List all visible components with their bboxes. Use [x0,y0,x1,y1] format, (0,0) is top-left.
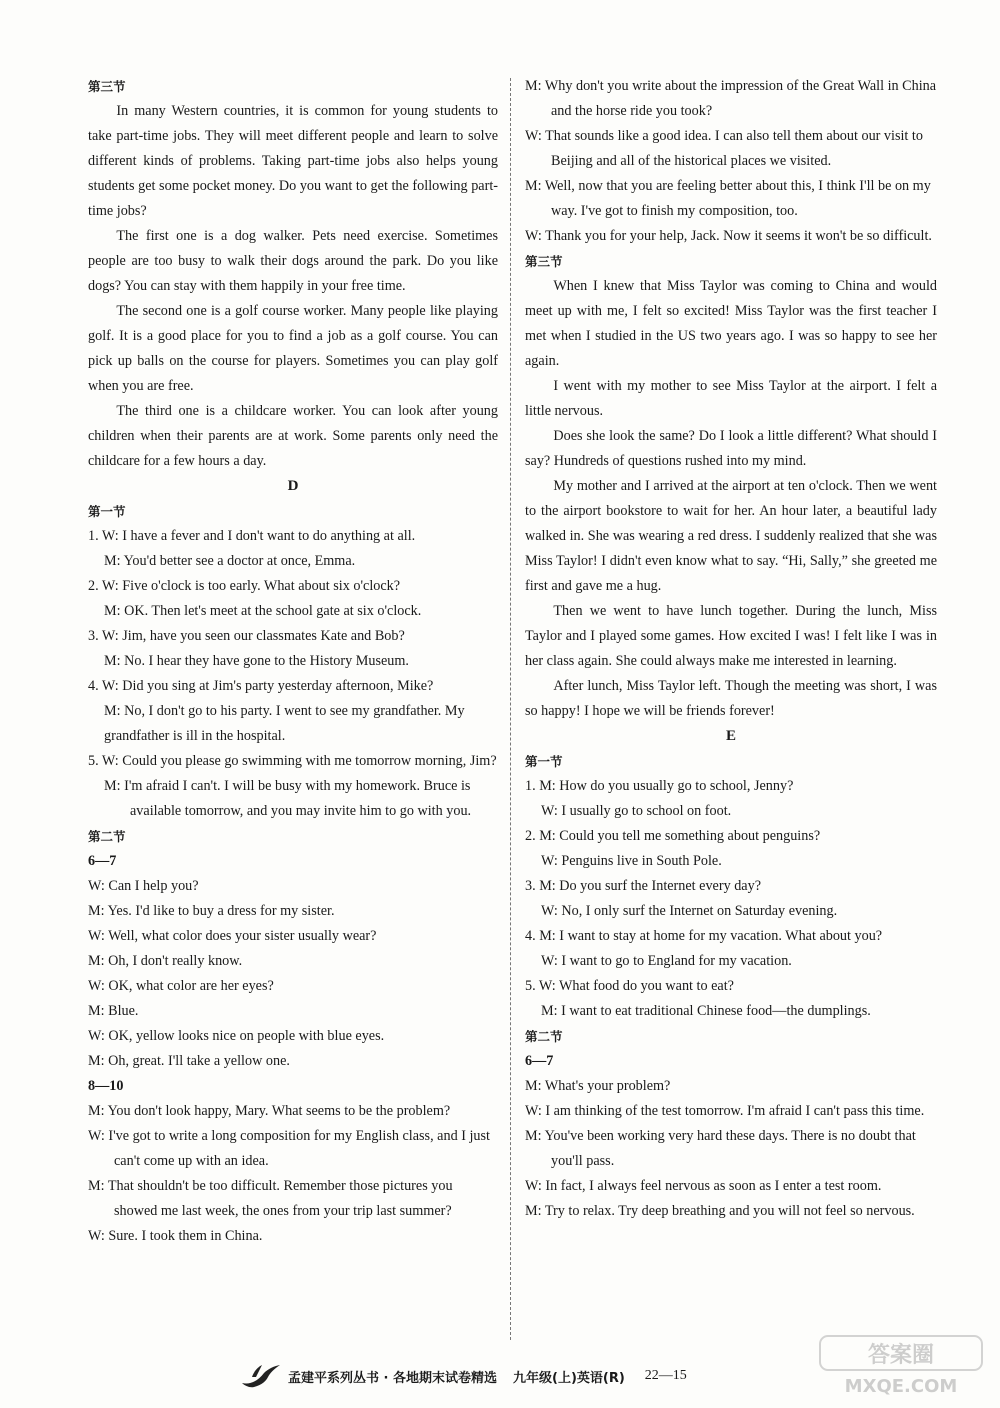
dialogue-line: 5. W: Could you please go swimming with me tomorrow morning, Jim? [88,753,497,769]
paragraph: I went with my mother to see Miss Taylor at the airport. I felt a little nervous. [525,378,937,419]
grade-label: 九年级(上)英语(R) [513,1370,625,1386]
question-range: 8—10 [88,1078,124,1094]
section-heading: 第二节 [88,829,126,844]
dialogue-line: W: I usually go to school on foot. [541,803,732,819]
dialogue-line: M: Try to relax. Try deep breathing and you will not feel so nervous. [525,1203,915,1219]
dialogue-line: M: You'd better see a doctor at once, Emma. [104,553,356,569]
section-heading: 第二节 [525,1029,563,1044]
paragraph: The second one is a golf course worker. Many people like playing golf. It is a good place for you to find a job as a golf course. You can pick up balls on the course for players. Sometimes you can play golf when you are free. [88,303,498,394]
dialogue-line: W: I've got to write a long composition for my English class, and I just can't come up with an idea. [88,1128,490,1169]
page-number: 22—15 [644,1368,687,1383]
left-column [88,74,498,1249]
dialogue-line: M: Yes. I'd like to buy a dress for my sister. [88,903,335,919]
dialogue-line: W: That sounds like a good idea. I can also tell them about our visit to Beijing and all of the historical places we visited. [525,128,923,169]
dialogue-line: 4. M: I want to stay at home for my vacation. What about you? [525,928,883,944]
dialogue-line: M: Blue. [88,1003,139,1019]
dialogue-line: M: What's your problem? [525,1078,671,1094]
dialogue-line: W: I am thinking of the test tomorrow. I'm afraid I can't pass this time. [525,1103,925,1119]
paragraph: Then we went to have lunch together. During the lunch, Miss Taylor and I played some games. How excited I was! I felt like I was in her class again. She could always make me interested in learning. [525,603,937,669]
paragraph: After lunch, Miss Taylor left. Though the meeting was short, I was so happy! I hope we will be friends forever! [525,678,937,719]
section-heading: 第三节 [525,254,563,269]
paragraph: When I knew that Miss Taylor was coming to China and would meet up with me, I felt so excited! Miss Taylor was the first teacher I met when I studied in the US two years ago. I was so happy to see her again. [525,278,937,369]
paragraph: Does she look the same? Do I look a little different? What should I say? Hundreds of questions rushed into my mind. [525,428,937,469]
dialogue-line: 2. W: Five o'clock is too early. What about six o'clock? [88,578,401,594]
dialogue-line: M: No, I don't go to his party. I went to see my grandfather. My grandfather is ill in the hospital. [104,703,465,744]
paragraph: My mother and I arrived at the airport at ten o'clock. Then we went to the airport bookstore to wait for her. An hour later, a beautiful lady walked in. She was wearing a red dress. I suddenly realized that she was Miss Taylor! I didn't even know what to say. “Hi, Sally,” she greeted me first and gave me a hug. [525,478,937,594]
dialogue-line: W: Thank you for your help, Jack. Now it seems it won't be so difficult. [525,228,932,244]
dialogue-line: W: Well, what color does your sister usually wear? [88,928,377,944]
dialogue-line: M: I'm afraid I can't. I will be busy with my homework. Bruce is available tomorrow, and you may invite him to go with you. [104,778,472,819]
dialogue-line: 3. W: Jim, have you seen our classmates Kate and Bob? [88,628,405,644]
dialogue-line: M: No. I hear they have gone to the History Museum. [104,653,409,669]
dialogue-line: W: Can I help you? [88,878,199,894]
paragraph: The first one is a dog walker. Pets need exercise. Sometimes people are too busy to walk their dogs around the park. Do you like dogs? You can stay with them happily in your free time. [88,228,498,294]
dialogue-line: M: That shouldn't be too difficult. Remember those pictures you showed me last week, the ones from your trip last summer? [88,1178,453,1219]
dialogue-line: 2. M: Could you tell me something about penguins? [525,828,821,844]
watermark [816,1332,986,1398]
section-heading: 第三节 [88,79,126,94]
dialogue-line: 1. W: I have a fever and I don't want to do anything at all. [88,528,416,544]
dialogue-line: 5. W: What food do you want to eat? [525,978,734,994]
dialogue-line: M: OK. Then let's meet at the school gate at six o'clock. [104,603,422,619]
column-divider [510,78,511,1340]
part-heading-e: E [725,728,736,744]
dialogue-line: W: OK, yellow looks nice on people with blue eyes. [88,1028,385,1044]
question-range: 6—7 [88,853,117,869]
section-heading: 第一节 [525,754,563,769]
dialogue-line: W: Penguins live in South Pole. [541,853,722,869]
dialogue-line: M: Oh, I don't really know. [88,953,243,969]
part-heading-d: D [287,478,299,494]
question-range: 6—7 [525,1053,554,1069]
dialogue-line: 3. M: Do you surf the Internet every day? [525,878,761,894]
right-column [525,74,937,1224]
series-title: 孟建平系列丛书 · 各地期末试卷精选 [288,1370,497,1386]
dialogue-line: M: Why don't you write about the impression of the Great Wall in China and the horse ride you took? [525,78,937,119]
dialogue-line: M: Oh, great. I'll take a yellow one. [88,1053,290,1069]
dialogue-line: M: Well, now that you are feeling better about this, I think I'll be on my way. I've got to finish my composition, too. [525,178,931,219]
dialogue-line: M: You've been working very hard these days. There is no doubt that you'll pass. [525,1128,916,1169]
dialogue-line: W: I want to go to England for my vacation. [541,953,792,969]
watermark-bottom: MXQE.COM [844,1376,958,1397]
swallow-logo-icon [240,1363,282,1389]
dialogue-line: M: I want to eat traditional Chinese food—the dumplings. [541,1003,871,1019]
dialogue-line: W: No, I only surf the Internet on Saturday evening. [541,903,838,919]
section-heading: 第一节 [88,504,126,519]
dialogue-line: M: You don't look happy, Mary. What seems to be the problem? [88,1103,451,1119]
paragraph: The third one is a childcare worker. You can look after young children when their parents are at work. Some parents only need the childcare for a few hours a day. [88,403,498,469]
page-footer [240,1362,780,1390]
dialogue-line: 1. M: How do you usually go to school, Jenny? [525,778,794,794]
watermark-top: 答案圈 [867,1343,935,1368]
dialogue-line: 4. W: Did you sing at Jim's party yesterday afternoon, Mike? [88,678,434,694]
dialogue-line: W: Sure. I took them in China. [88,1228,263,1244]
dialogue-line: W: In fact, I always feel nervous as soon as I enter a test room. [525,1178,882,1194]
paragraph: In many Western countries, it is common for young students to take part-time jobs. They will meet different people and learn to solve different kinds of problems. Taking part-time jobs also helps young students get some pocket money. Do you want to get the following part-time jobs? [88,103,498,219]
dialogue-line: W: OK, what color are her eyes? [88,978,274,994]
